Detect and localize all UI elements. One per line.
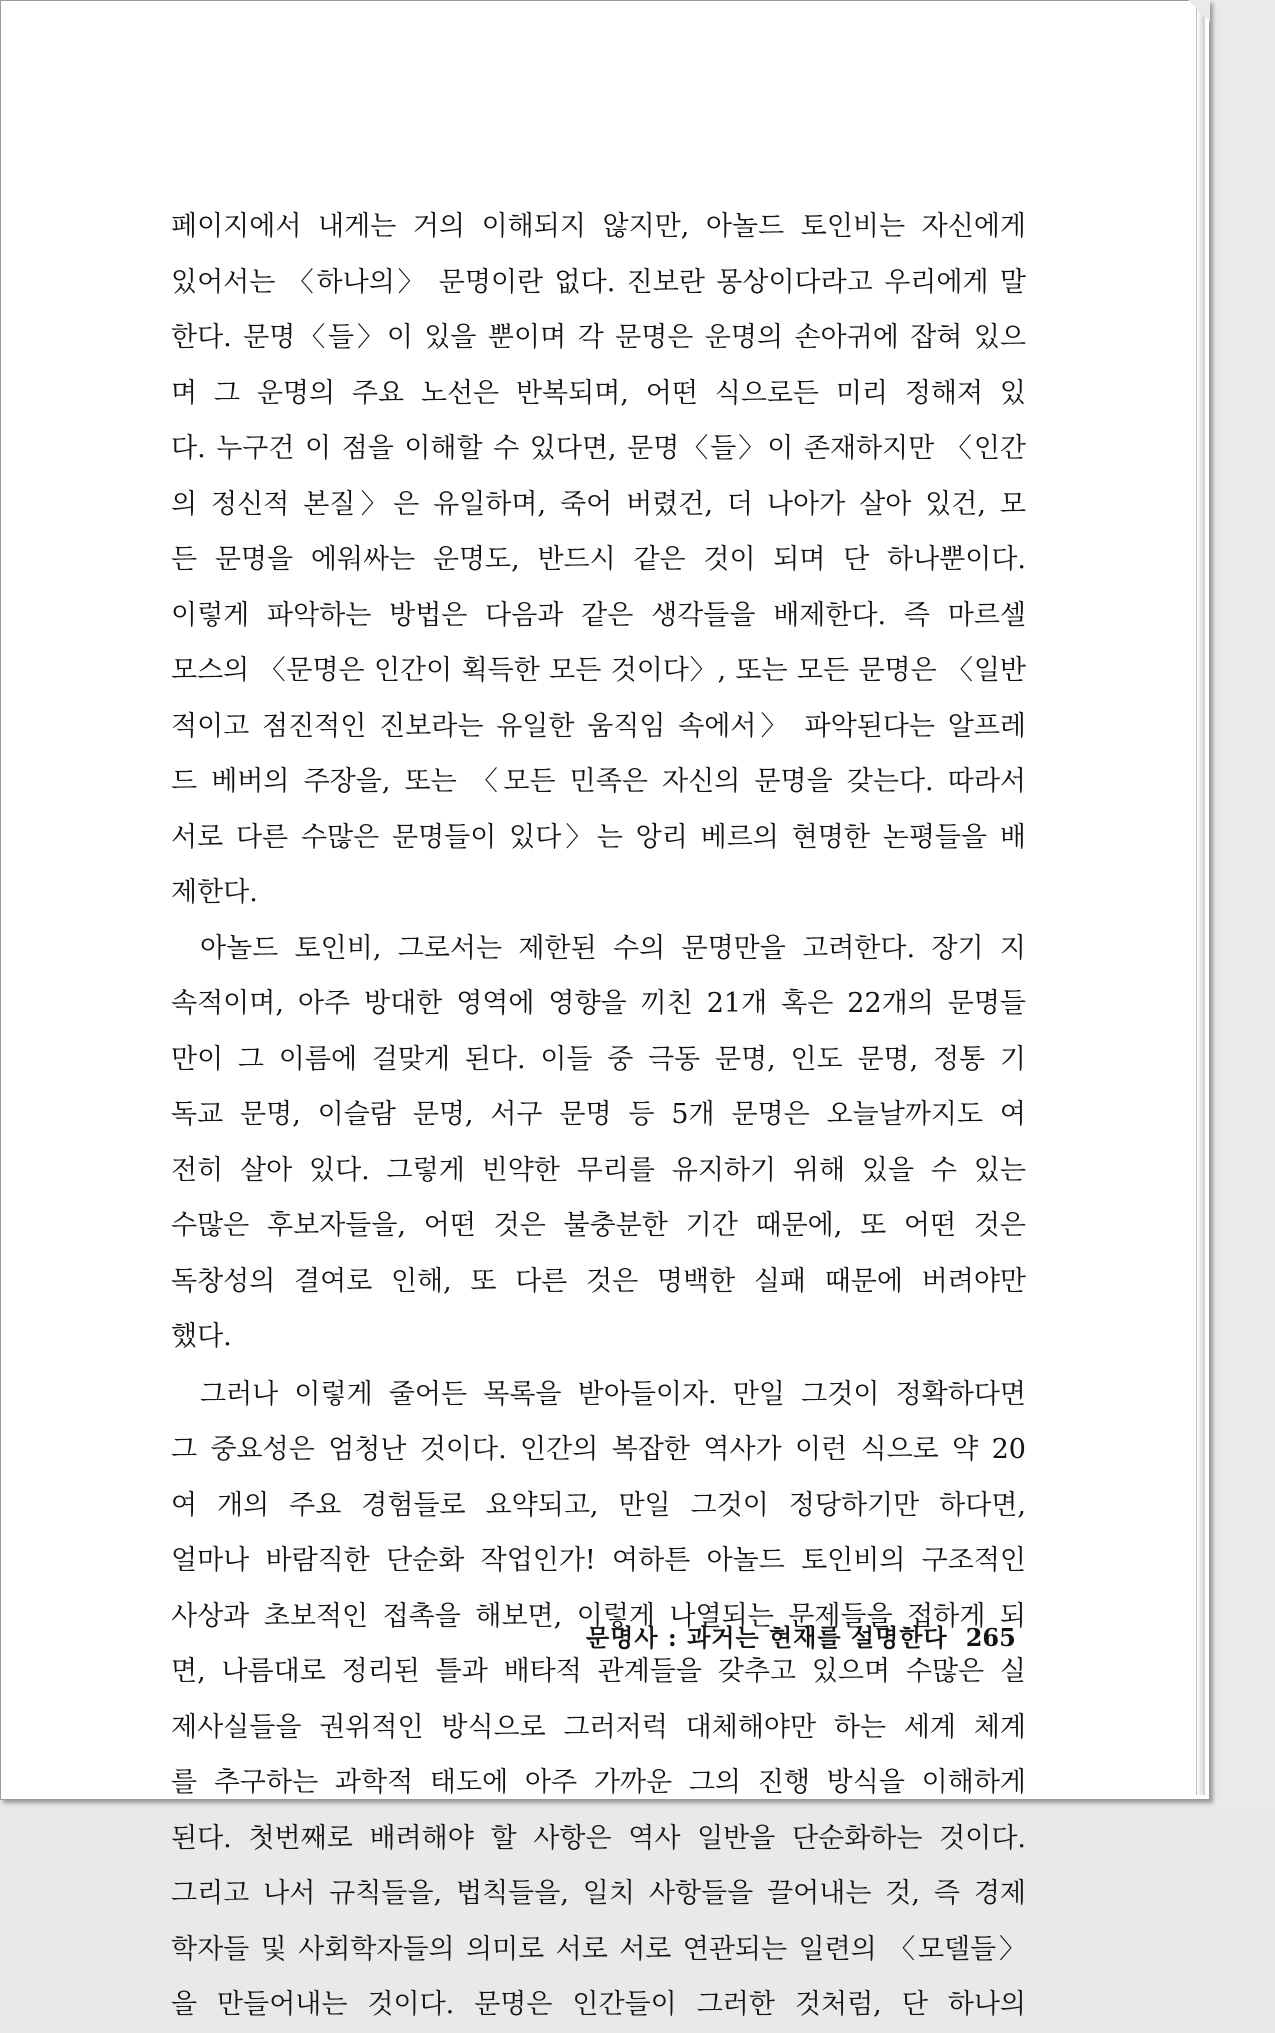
- text-line: 페이지에서 내게는 거의 이해되지 않지만, 아놀드 토인비는 자신에게: [171, 211, 1026, 242]
- text-line: 을 만들어내는 것이다. 문명은 인간들이 그러한 것처럼, 단 하나의: [171, 1989, 1026, 2020]
- text-line: 적이고 점진적인 진보라는 유일한 움직임 속에서〉 파악된다는 알프레: [171, 710, 1026, 742]
- text-line: 든 문명을 에워싸는 운명도, 반드시 같은 것이 되며 단 하나뿐이다.: [171, 544, 1026, 575]
- text-line: 한다. 문명〈들〉이 있을 뿐이며 각 문명은 운명의 손아귀에 잡혀 있으: [171, 322, 1026, 353]
- page-number: 265: [965, 1623, 1016, 1652]
- text-line: 모스의 〈문명은 인간이 획득한 모든 것이다〉, 또는 모든 문명은 〈일반: [171, 655, 1026, 686]
- text-line: 전히 살아 있다. 그렇게 빈약한 무리를 유지하기 위해 있을 수 있는: [171, 1154, 1026, 1186]
- text-line: 독창성의 결여로 인해, 또 다른 것은 명백한 실패 때문에 버려야만: [171, 1265, 1026, 1297]
- text-line: 를 추구하는 과학적 태도에 아주 가까운 그의 진행 방식을 이해하게: [171, 1767, 1026, 1798]
- text-line: 그러나 이렇게 줄어든 목록을 받아들이자. 만일 그것이 정확하다면: [200, 1378, 1026, 1410]
- text-line: 된다. 첫번째로 배려해야 할 사항은 역사 일반을 단순화하는 것이다.: [171, 1822, 1026, 1854]
- text-line: 의 정신적 본질〉은 유일하며, 죽어 버렸건, 더 나아가 살아 있건, 모: [171, 488, 1026, 520]
- page-footer: [586, 1618, 1016, 1653]
- text-line: 아놀드 토인비, 그로서는 제한된 수의 문명만을 고려한다. 장기 지: [200, 932, 1026, 964]
- text-line: 다. 누구건 이 점을 이해할 수 있다면, 문명〈들〉이 존재하지만 〈인간: [171, 433, 1026, 464]
- text-line: 만이 그 이름에 걸맞게 된다. 이들 중 극동 문명, 인도 문명, 정통 기: [171, 1043, 1026, 1075]
- text-line: 속적이며, 아주 방대한 영역에 영향을 끼친 21개 혹은 22개의 문명들: [171, 988, 1026, 1019]
- body-text: [171, 199, 1026, 2033]
- text-line: 서로 다른 수많은 문명들이 있다〉는 앙리 베르의 현명한 논평들을 배: [171, 821, 1026, 853]
- text-line: 수많은 후보자들을, 어떤 것은 불충분한 기간 때문에, 또 어떤 것은: [171, 1210, 1026, 1241]
- text-line: 있어서는 〈하나의〉 문명이란 없다. 진보란 몽상이다라고 우리에게 말: [171, 266, 1026, 298]
- text-line: 이렇게 파악하는 방법은 다음과 같은 생각들을 배제한다. 즉 마르셀: [171, 599, 1026, 631]
- text-line: 얼마나 바람직한 단순화 작업인가! 여하튼 아놀드 토인비의 구조적인: [171, 1545, 1026, 1576]
- text-line: 며 그 운명의 주요 노선은 반복되며, 어떤 식으로든 미리 정해져 있: [171, 377, 1026, 409]
- text-line: 여 개의 주요 경험들로 요약되고, 만일 그것이 정당하기만 하다면,: [171, 1489, 1026, 1521]
- text-line: 드 베버의 주장을, 또는 〈모든 민족은 자신의 문명을 갖는다. 따라서: [171, 766, 1026, 797]
- text-line: 했다.: [171, 1321, 232, 1352]
- text-line: 독교 문명, 이슬람 문명, 서구 문명 등 5개 문명은 오늘날까지도 여: [171, 1099, 1026, 1130]
- running-title: 문명사 : 과거는 현재를 설명한다: [586, 1623, 948, 1652]
- page-edge: [1196, 7, 1205, 1795]
- text-line: 사상과 초보적인 접촉을 해보면, 이렇게 나열되는 문제들을 접하게 되: [171, 1600, 1026, 1632]
- text-line: 제사실들을 권위적인 방식으로 그러저럭 대체해야만 하는 세계 체계: [171, 1711, 1026, 1743]
- text-line: 제한다.: [171, 877, 258, 908]
- text-line: 그 중요성은 엄청난 것이다. 인간의 복잡한 역사가 이런 식으로 약 20: [171, 1434, 1026, 1465]
- text-line: 그리고 나서 규칙들을, 법칙들을, 일치 사항들을 끌어내는 것, 즉 경제: [171, 1878, 1026, 1909]
- page-corner-fold: [1188, 0, 1210, 22]
- text-line: 학자들 및 사회학자들의 의미로 서로 서로 연관되는 일련의 〈모델들〉: [171, 1933, 1026, 1965]
- text-line: 면, 나름대로 정리된 틀과 배타적 관계들을 갖추고 있으며 수많은 실: [171, 1656, 1026, 1687]
